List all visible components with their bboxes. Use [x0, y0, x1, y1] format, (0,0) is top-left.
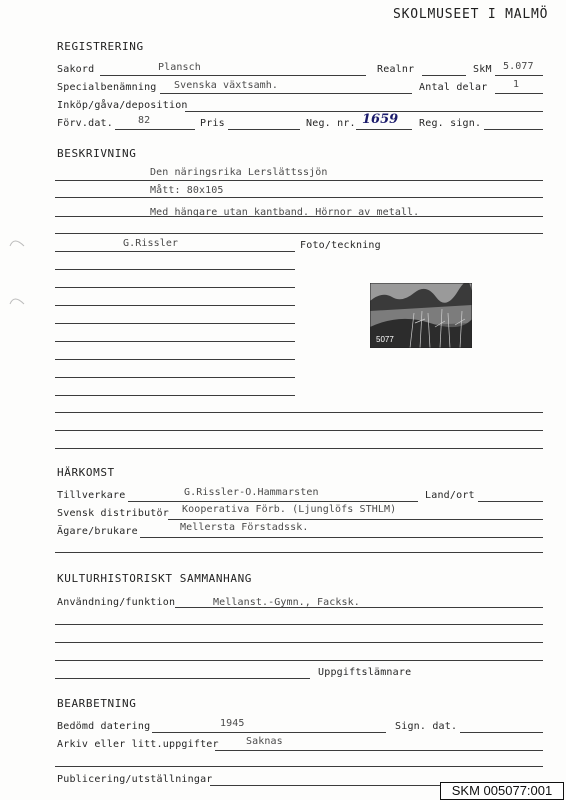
sakord-label: Sakord	[57, 64, 95, 75]
beskrivning-line-1: Den näringsrika Lerslättssjön	[150, 167, 328, 178]
specialbenamning-label: Specialbenämning	[57, 82, 157, 93]
negnr-label: Neg. nr.	[306, 118, 356, 129]
rule	[55, 624, 543, 625]
photo-thumbnail	[370, 283, 472, 348]
specialbenamning-line	[160, 93, 412, 94]
inventory-id-stamp: SKM 005077:001	[440, 782, 564, 800]
bearbetning-heading: BEARBETNING	[57, 697, 137, 710]
realnr-line	[422, 75, 466, 76]
pris-line	[228, 129, 300, 130]
antal-delar-line	[495, 93, 543, 94]
rule	[55, 180, 543, 181]
rule	[55, 287, 295, 288]
arkiv-label: Arkiv eller litt.uppgifter	[57, 739, 219, 750]
inkop-label: Inköp/gåva/deposition	[57, 100, 188, 111]
rule	[55, 305, 295, 306]
rule	[55, 642, 543, 643]
forvdat-line	[115, 129, 195, 130]
agare-value: Mellersta Förstadssk.	[180, 522, 309, 533]
signdat-label: Sign. dat.	[395, 721, 458, 732]
rule	[55, 377, 295, 378]
rule	[55, 197, 543, 198]
rule	[55, 359, 295, 360]
pris-label: Pris	[200, 118, 225, 129]
distributor-label: Svensk distributör	[57, 508, 169, 519]
distributor-value: Kooperativa Förb. (Ljunglöfs STHLM)	[182, 504, 397, 515]
antal-delar-value: 1	[513, 79, 520, 90]
rule	[55, 395, 295, 396]
punch-hole-mark	[8, 294, 26, 306]
skm-value: 5.077	[503, 61, 534, 72]
antal-delar-label: Antal delar	[419, 82, 488, 93]
rule	[55, 341, 295, 342]
rule	[55, 766, 543, 767]
beskrivning-line-3: Med hängare utan kantband. Hörnor av metall.	[150, 207, 420, 218]
signdat-line	[460, 732, 543, 733]
rule	[55, 216, 543, 217]
photo-number: 5077	[376, 335, 394, 344]
landort-label: Land/ort	[425, 490, 475, 501]
publicering-label: Publicering/utställningar	[57, 774, 213, 785]
skm-line	[495, 75, 543, 76]
punch-hole-mark	[8, 236, 26, 248]
museum-title: SKOLMUSEET I MALMÖ	[393, 7, 549, 22]
uppgift-label: Uppgiftslämnare	[318, 667, 412, 678]
forvdat-label: Förv.dat.	[57, 118, 113, 129]
landort-line	[478, 501, 543, 502]
forvdat-value: 82	[138, 115, 151, 126]
realnr-label: Realnr	[377, 64, 415, 75]
rule	[55, 269, 295, 270]
tillverkare-line	[128, 501, 418, 502]
tillverkare-label: Tillverkare	[57, 490, 126, 501]
harkomst-heading: HÄRKOMST	[57, 466, 115, 479]
rule	[55, 430, 543, 431]
sakord-line	[100, 75, 366, 76]
rule	[55, 552, 543, 553]
regsign-line	[484, 129, 543, 130]
negnr-line	[356, 129, 412, 130]
arkiv-value: Saknas	[246, 736, 283, 747]
datering-line	[152, 732, 386, 733]
sakord-value: Plansch	[158, 62, 201, 73]
skm-label: SkM	[473, 64, 492, 75]
rule	[55, 251, 295, 252]
negnr-value: 1659	[362, 112, 399, 127]
beskrivning-heading: BESKRIVNING	[57, 147, 137, 160]
registrering-heading: REGISTRERING	[57, 40, 144, 53]
uppgift-line	[55, 678, 310, 679]
rule	[55, 412, 543, 413]
arkiv-line	[215, 750, 543, 751]
rule	[55, 233, 543, 234]
agare-line	[140, 537, 543, 538]
specialbenamning-value: Svenska växtsamh.	[174, 80, 279, 91]
regsign-label: Reg. sign.	[419, 118, 482, 129]
beskrivning-line-2: Mått: 80x105	[150, 185, 224, 196]
rule	[55, 448, 543, 449]
datering-value: 1945	[220, 718, 245, 729]
kultur-heading: KULTURHISTORISKT SAMMANHANG	[57, 572, 253, 585]
agare-label: Ägare/brukare	[57, 526, 138, 537]
rule	[55, 323, 295, 324]
rule	[55, 660, 543, 661]
datering-label: Bedömd datering	[57, 721, 151, 732]
foto-label: Foto/teckning	[300, 240, 381, 251]
anvandning-label: Användning/funktion	[57, 597, 176, 608]
anvandning-value: Mellanst.-Gymn., Facksk.	[213, 597, 360, 608]
distributor-line	[168, 519, 543, 520]
artist-value: G.Rissler	[123, 238, 179, 249]
tillverkare-value: G.Rissler-O.Hammarsten	[184, 487, 319, 498]
